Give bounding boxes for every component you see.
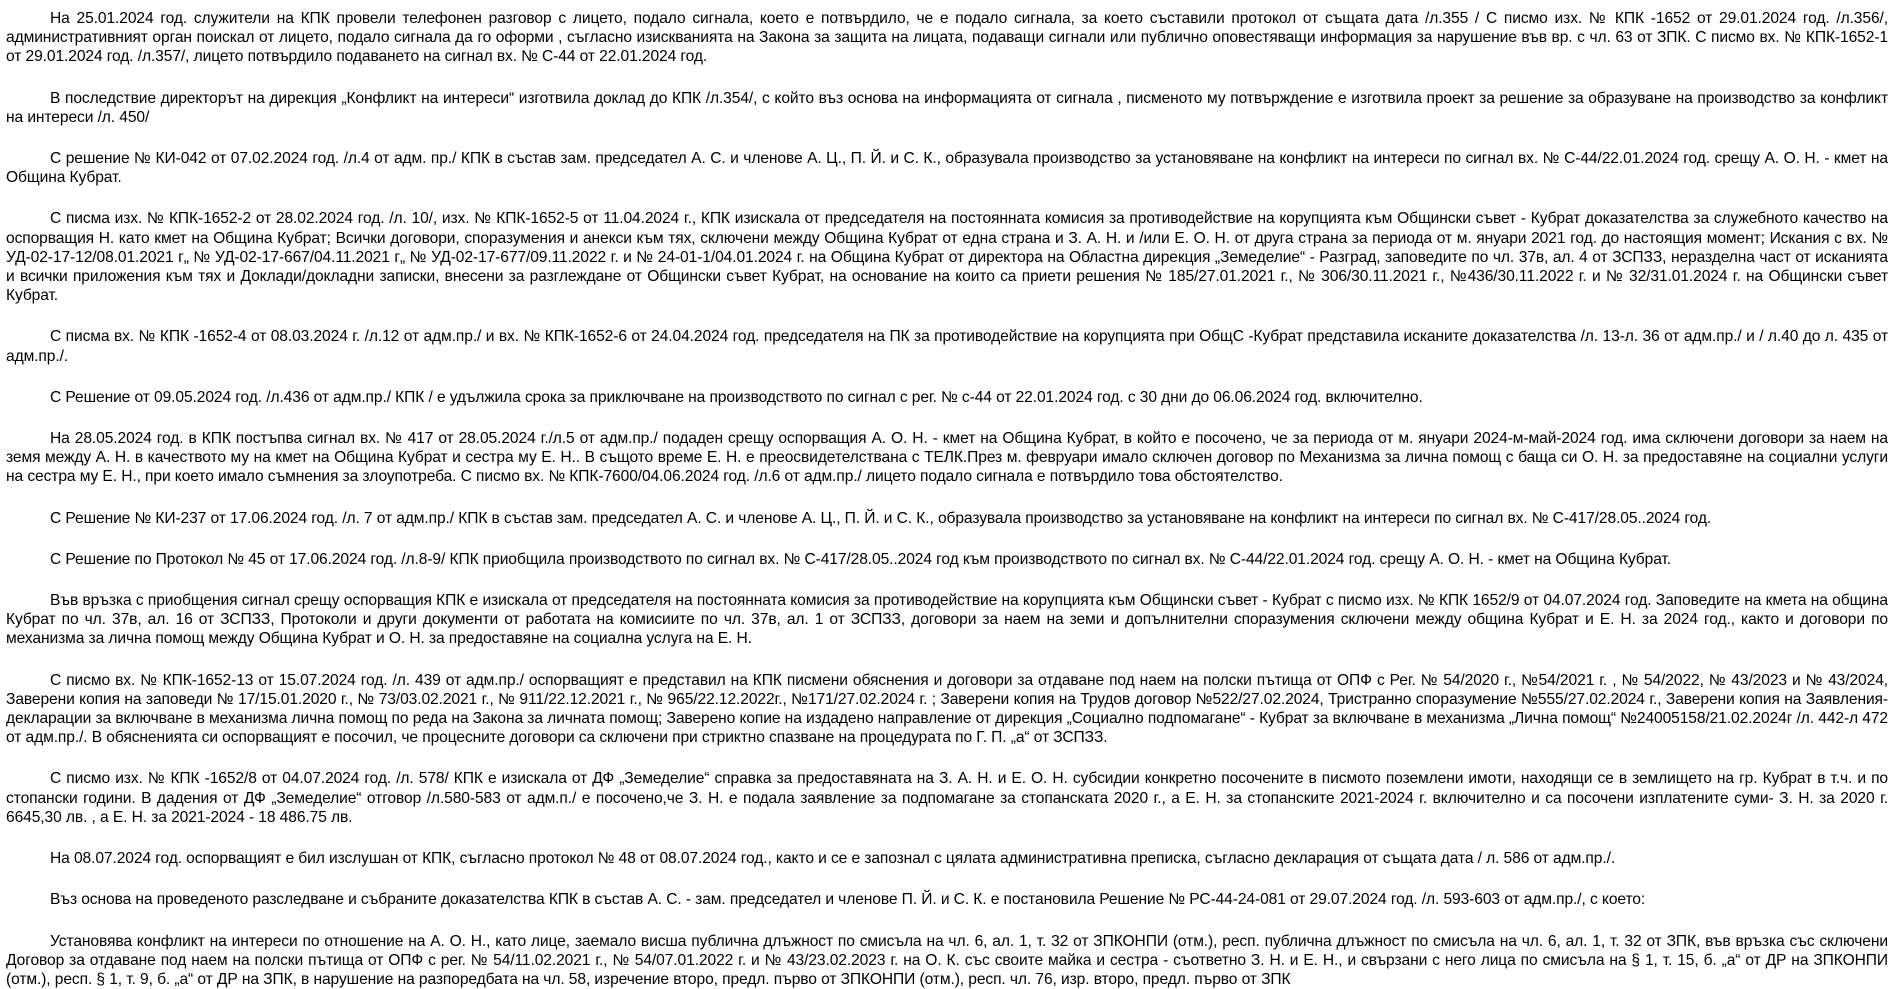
paragraph-15: Установява конфликт на интереси по отношение на А. О. Н., като лице, заемало висша публична длъжност по смисъла на чл. 6, ал. 1, т. 32 от ЗПКОНПИ (отм.), респ. публична длъжност по смисъла на чл. 6, ал. 1, т. 32 от ЗПК, във връзка със сключени Договор за отдаване под наем на полски пътища от ОПФ с рег. № 54/11.02.2021 г., № 54/07.01.2022 г. и № 43/23.02.2023 г. на О. К. със своите майка и сестра - съответно З. Н. и Е. Н., и свързани с него лица по смисъла на § 1, т. 15, б. „а“ от ДР на ЗПКОНПИ (отм.), респ. § 1, т. 9, б. „а“ от ДР на ЗПК, в нарушение на разпоредбата на чл. 58, изречение второ, предл. първо от ЗПКОНПИ (отм.), респ. чл. 76, изр. второ, предл. първо от ЗПК (6, 932, 1888, 989)
paragraph-9: С Решение по Протокол № 45 от 17.06.2024 год. /л.8-9/ КПК приобщила производството по сигнал вх. № С-417/28.05..2024 год към производството по сигнал вх. № С-44/22.01.2024 год. срещу А. О. Н. - кмет на Община Кубрат. (6, 550, 1888, 569)
paragraph-10: Във връзка с приобщения сигнал срещу оспорващия КПК е изискала от председателя на постоянната комисия за противодействие на корупцията към Общински съвет - Кубрат с писмо изх. № КПК 1652/9 от 04.07.2024 год. Заповедите на кмета на община Кубрат по чл. 37в, ал. 16 от ЗСПЗЗ, Протоколи и други документи от работата на комисиите по чл. 37в, ал. 1 от ЗСПЗЗ, договори за наем на земи и допълнителни споразумения сключени между община Кубрат и Е. Н. за 2024 год., както и договори по механизма за лична помощ между Община Кубрат и О. Н. за предоставяне на социална услуга на Е. Н. (6, 591, 1888, 649)
paragraph-3: С решение № КИ-042 от 07.02.2024 год. /л.4 от адм. пр./ КПК в състав зам. председател А. С. и членове А. Ц., П. Й. и С. К., образувала производство за установяване на конфликт на интереси по сигнал вх. № С-44/22.01.2024 год. срещу А. О. Н. - кмет на Община Кубрат. (6, 149, 1888, 187)
paragraph-13: На 08.07.2024 год. оспорващият е бил изслушан от КПК, съгласно протокол № 48 от 08.07.2024 год., както и се е запознал с цялата административна преписка, съгласно декларация от същата дата / л. 586 от адм.пр./. (6, 849, 1888, 868)
paragraph-6: С Решение от 09.05.2024 год. /л.436 от адм.пр./ КПК / е удължила срока за приключване на производството по сигнал с рег. № с-44 от 22.01.2024 год. с 30 дни до 06.06.2024 год. включително. (6, 388, 1888, 407)
paragraph-14: Въз основа на проведеното разследване и събраните доказателства КПК в състав А. С. - зам. председател и членове П. Й. и С. К. е постановила Решение № РС-44-24-081 от 29.07.2024 год. /л. 593-603 от адм.пр./, с което: (6, 890, 1888, 909)
paragraph-12: С писмо изх. № КПК -1652/8 от 04.07.2024 год. /л. 578/ КПК е изискала от ДФ „Земеделие“ справка за предоставяната на З. А. Н. и Е. О. Н. субсидии конкретно посочените в писмото поземлени имоти, находящи се в землището на гр. Кубрат в т.ч. и по стопански години. В дадения от ДФ „Земеделие“ отговор /л.580-583 от адм.п./ е посочено,че З. Н. е подала заявление за подпомагане за стопанската 2020 г., а Е. Н. за стопанските 2021-2024 г. включително и са посочени изплатените суми- З. Н. за 2020 г. 6645,30 лв. , а Е. Н. за 2021-2024 - 18 486.75 лв. (6, 769, 1888, 827)
paragraph-2: В последствие директорът на дирекция „Конфликт на интереси“ изготвила доклад до КПК /л.354/, с който въз основа на информацията от сигнала , писменото му потвърждение е изготвила проект за решение за образуване на производство за конфликт на интереси /л. 450/ (6, 89, 1888, 127)
paragraph-8: С Решение № КИ-237 от 17.06.2024 год. /л. 7 от адм.пр./ КПК в състав зам. председател А. С. и членове А. Ц., П. Й. и С. К., образувала производство за установяване на конфликт на интереси по сигнал вх. № С-417/28.05..2024 год. (6, 509, 1888, 528)
paragraph-11: С писмо вх. № КПК-1652-13 от 15.07.2024 год. /л. 439 от адм.пр./ оспорващият е представил на КПК писмени обяснения и договори за отдаване под наем на полски пътища от ОПФ с Рег. № 54/2020 г., №54/2021 г. , № 54/2022, № 43/2023 и № 43/2024, Заверени копия на заповеди № 17/15.01.2020 г., № 73/03.02.2021 г., № 911/22.12.2021 г., № 965/22.12.2022г., №171/27.02.2024 г. ; Заверени копия на Трудов договор №522/27.02.2024, Тристранно споразумение №555/27.02.2024 г., Заверени копия на Заявления-декларации за включване в механизма лична помощ по реда на Закона за личната помощ; Заверено копие на издадено направление от дирекция „Социално подпомагане“ - Кубрат за включване в механизма „Лична помощ“ №24005158/21.02.2024г /л. 442-л 472 от адм.пр./. В обясненията си оспорващият е посочил, че процесните договори са сключени при стриктно спазване на процедурата по Г. П. „а“ от ЗСПЗЗ. (6, 671, 1888, 748)
paragraph-1: На 25.01.2024 год. служители на КПК провели телефонен разговор с лицето, подало сигнала, което е потвърдило, че е подало сигнала, за което съставили протокол от същата дата /л.355 / С писмо изх. № КПК -1652 от 29.01.2024 год. /л.356/, административният орган поискал от лицето, подало сигнала да го оформи , съгласно изискванията на Закона за защита на лицата, подаващи сигнали или публично оповестяващи информация за нарушение във вр. с чл. 63 от ЗПК. С писмо вх. № КПК-1652-1 от 29.01.2024 год. /л.357/, лицето потвърдило подаването на сигнал вх. № С-44 от 22.01.2024 год. (6, 9, 1888, 67)
paragraph-4: С писма изх. № КПК-1652-2 от 28.02.2024 год. /л. 10/, изх. № КПК-1652-5 от 11.04.2024 г., КПК изискала от председателя на постоянната комисия за противодействие на корупцията към Общински съвет - Кубрат доказателства за служебното качество на оспорващия Н. като кмет на Община Кубрат; Всички договори, споразумения и анекси към тях, сключени между Община Кубрат от една страна и З. А. Н. и /или Е. О. Н. от друга страна за периода от м. януари 2021 год. до настоящия момент; Искания с вх. № УД-02-17-12/08.01.2021 г„ № УД-02-17-667/04.11.2021 г„ № УД-02-17-677/09.11.2022 г. и № 24-01-1/04.01.2024 г. на Община Кубрат от директора на Областна дирекция „Земеделие“ - Разград, заповедите по чл. 37в, ал. 4 от ЗСПЗЗ, неразделна част от исканията и всички приложения към тях и Доклади/докладни записки, внесени за разглеждане от Общински съвет Кубрат, на основание на които са приети решения № 185/27.01.2021 г., № 306/30.11.2021 г., №436/30.11.2022 г. и № 32/31.01.2024 г. на Общински съвет Кубрат. (6, 209, 1888, 305)
paragraph-7: На 28.05.2024 год. в КПК постъпва сигнал вх. № 417 от 28.05.2024 г./л.5 от адм.пр./ подаден срещу оспорващия А. О. Н. - кмет на Община Кубрат, в който е посочено, че за периода от м. януари 2024-м-май-2024 год. има сключени договори за наем на земя между А. Н. в качеството му на кмет на Община Кубрат и сестра му Е. Н.. В същото време Е. Н. е преосвидетелствана с ТЕЛК.През м. февруари имало сключен договор по Механизма за лична помощ с баща си О. Н. за предоставяне на социални услуги на сестра му Е. Н., при което имало съмнения за злоупотреба. С писмо вх. № КПК-7600/04.06.2024 год. /л.6 от адм.пр./ лицето подало сигнала е потвърдило това обстоятелство. (6, 429, 1888, 487)
paragraph-5: С писма вх. № КПК -1652-4 от 08.03.2024 г. /л.12 от адм.пр./ и вх. № КПК-1652-6 от 24.04.2024 год. председателя на ПК за противодействие на корупцията при ОбщС -Кубрат представила исканите доказателства /л. 13-л. 36 от адм.пр./ и / л.40 до л. 435 от адм.пр./. (6, 327, 1888, 365)
